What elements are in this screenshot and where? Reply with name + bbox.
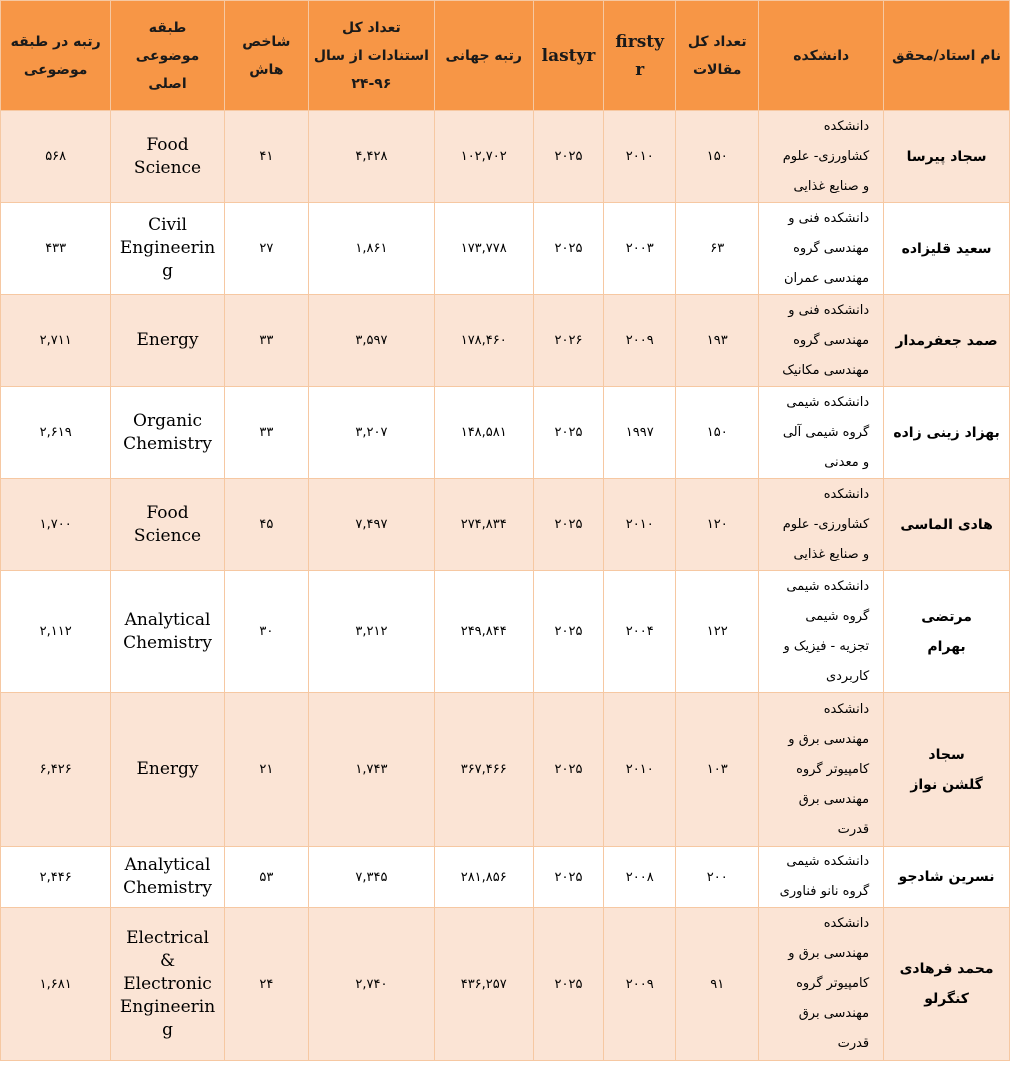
subject-cell: Electrical & Electronic Engineerin g [111,908,224,1061]
world-rank-cell: ۱۴۸,۵۸۱ [434,387,533,479]
subject-rank-cell: ۵۶۸ [1,111,111,203]
articles-cell: ۱۹۳ [676,295,759,387]
table-row [1,203,1010,295]
world-rank-cell: ۱۷۳,۷۷۸ [434,203,533,295]
researcher-name: سجاد گلشن نواز [884,693,1010,847]
table-row [1,693,1010,847]
world-rank-cell: ۴۳۶,۲۵۷ [434,908,533,1061]
subject-cell: Energy [111,693,224,847]
world-rank-cell: ۲۷۴,۸۳۴ [434,479,533,571]
world-rank-cell: ۱۷۸,۴۶۰ [434,295,533,387]
firstyr-cell: ۲۰۱۰ [604,693,676,847]
articles-cell: ۱۵۰ [676,111,759,203]
faculty-cell: دانشکده کشاورزی- علوم و صنایع غذایی [759,111,884,203]
researcher-name: صمد جعفرمدار [884,295,1010,387]
articles-cell: ۱۵۰ [676,387,759,479]
header-faculty: دانشکده [759,1,884,111]
subject-rank-cell: ۲,۷۱۱ [1,295,111,387]
citations-cell: ۷,۴۹۷ [308,479,434,571]
faculty-cell: دانشکده کشاورزی- علوم و صنایع غذایی [759,479,884,571]
table-row [1,571,1010,693]
h-index-cell: ۴۵ [224,479,308,571]
citations-cell: ۳,۲۰۷ [308,387,434,479]
faculty-cell: دانشکده شیمی گروه شیمی آلی و معدنی [759,387,884,479]
world-rank-cell: ۱۰۲,۷۰۲ [434,111,533,203]
header-h-index: شاخص هاش [224,1,308,111]
h-index-cell: ۳۳ [224,387,308,479]
citations-cell: ۱,۷۴۳ [308,693,434,847]
subject-rank-cell: ۲,۱۱۲ [1,571,111,693]
subject-rank-cell: ۶,۴۲۶ [1,693,111,847]
header-citations: تعداد کل استنادات از سال ۲۴-۹۶ [308,1,434,111]
citations-cell: ۳,۲۱۲ [308,571,434,693]
subject-rank-cell: ۱,۷۰۰ [1,479,111,571]
subject-rank-cell: ۴۳۳ [1,203,111,295]
world-rank-cell: ۲۴۹,۸۴۴ [434,571,533,693]
articles-cell: ۱۰۳ [676,693,759,847]
firstyr-cell: ۲۰۰۴ [604,571,676,693]
firstyr-cell: ۱۹۹۷ [604,387,676,479]
lastyr-cell: ۲۰۲۵ [533,908,604,1061]
articles-cell: ۲۰۰ [676,847,759,908]
header-name: نام استاد/محقق [884,1,1010,111]
subject-rank-cell: ۲,۶۱۹ [1,387,111,479]
h-index-cell: ۳۰ [224,571,308,693]
h-index-cell: ۲۱ [224,693,308,847]
citations-cell: ۱,۸۶۱ [308,203,434,295]
researcher-name: بهزاد زینی زاده [884,387,1010,479]
subject-cell: Civil Engineerin g [111,203,224,295]
faculty-cell: دانشکده فنی و مهندسی گروه مهندسی عمران [759,203,884,295]
citations-cell: ۳,۵۹۷ [308,295,434,387]
faculty-cell: دانشکده مهندسی برق و کامپیوتر گروه مهندسی برق قدرت [759,693,884,847]
citations-cell: ۲,۷۴۰ [308,908,434,1061]
lastyr-cell: ۲۰۲۵ [533,203,604,295]
faculty-cell: دانشکده شیمی گروه نانو فناوری [759,847,884,908]
lastyr-cell: ۲۰۲۵ [533,111,604,203]
articles-cell: ۶۳ [676,203,759,295]
subject-cell: Food Science [111,111,224,203]
articles-cell: ۱۲۰ [676,479,759,571]
h-index-cell: ۲۷ [224,203,308,295]
h-index-cell: ۲۴ [224,908,308,1061]
subject-cell: Food Science [111,479,224,571]
articles-cell: ۱۲۲ [676,571,759,693]
firstyr-cell: ۲۰۰۸ [604,847,676,908]
researcher-name: هادی الماسی [884,479,1010,571]
lastyr-cell: ۲۰۲۶ [533,295,604,387]
h-index-cell: ۴۱ [224,111,308,203]
lastyr-cell: ۲۰۲۵ [533,479,604,571]
firstyr-cell: ۲۰۱۰ [604,111,676,203]
researcher-name: محمد فرهادی کنگرلو [884,908,1010,1061]
table-row [1,908,1010,1061]
firstyr-cell: ۲۰۰۹ [604,295,676,387]
header-subject-rank: رتبه در طبقه موضوعی [1,1,111,111]
header-articles: تعداد کل مقالات [676,1,759,111]
header-row [1,1,1010,111]
researcher-name: سجاد پیرسا [884,111,1010,203]
subject-cell: Energy [111,295,224,387]
faculty-cell: دانشکده شیمی گروه شیمی تجزیه - فیزیک و کاربردی [759,571,884,693]
subject-cell: Analytical Chemistry [111,847,224,908]
table-row [1,387,1010,479]
h-index-cell: ۵۳ [224,847,308,908]
researcher-name: مرتضی بهرام [884,571,1010,693]
world-rank-cell: ۲۸۱,۸۵۶ [434,847,533,908]
faculty-cell: دانشکده فنی و مهندسی گروه مهندسی مکانیک [759,295,884,387]
subject-rank-cell: ۲,۴۴۶ [1,847,111,908]
table-row [1,111,1010,203]
header-subject: طبقه موضوعی اصلی [111,1,224,111]
table-row [1,295,1010,387]
firstyr-cell: ۲۰۱۰ [604,479,676,571]
researcher-name: نسرین شادجو [884,847,1010,908]
table-row [1,479,1010,571]
subject-cell: Organic Chemistry [111,387,224,479]
lastyr-cell: ۲۰۲۵ [533,847,604,908]
subject-rank-cell: ۱,۶۸۱ [1,908,111,1061]
lastyr-cell: ۲۰۲۵ [533,693,604,847]
citations-cell: ۷,۳۴۵ [308,847,434,908]
header-lastyr: lastyr [533,1,604,111]
lastyr-cell: ۲۰۲۵ [533,571,604,693]
firstyr-cell: ۲۰۰۹ [604,908,676,1061]
citations-cell: ۴,۴۲۸ [308,111,434,203]
articles-cell: ۹۱ [676,908,759,1061]
subject-cell: Analytical Chemistry [111,571,224,693]
h-index-cell: ۳۳ [224,295,308,387]
world-rank-cell: ۳۶۷,۴۶۶ [434,693,533,847]
faculty-cell: دانشکده مهندسی برق و کامپیوتر گروه مهندسی برق قدرت [759,908,884,1061]
table-row [1,847,1010,908]
header-world-rank: رتبه جهانی [434,1,533,111]
researcher-name: سعید قلیزاده [884,203,1010,295]
lastyr-cell: ۲۰۲۵ [533,387,604,479]
firstyr-cell: ۲۰۰۳ [604,203,676,295]
header-firstyr: firsty r [604,1,676,111]
